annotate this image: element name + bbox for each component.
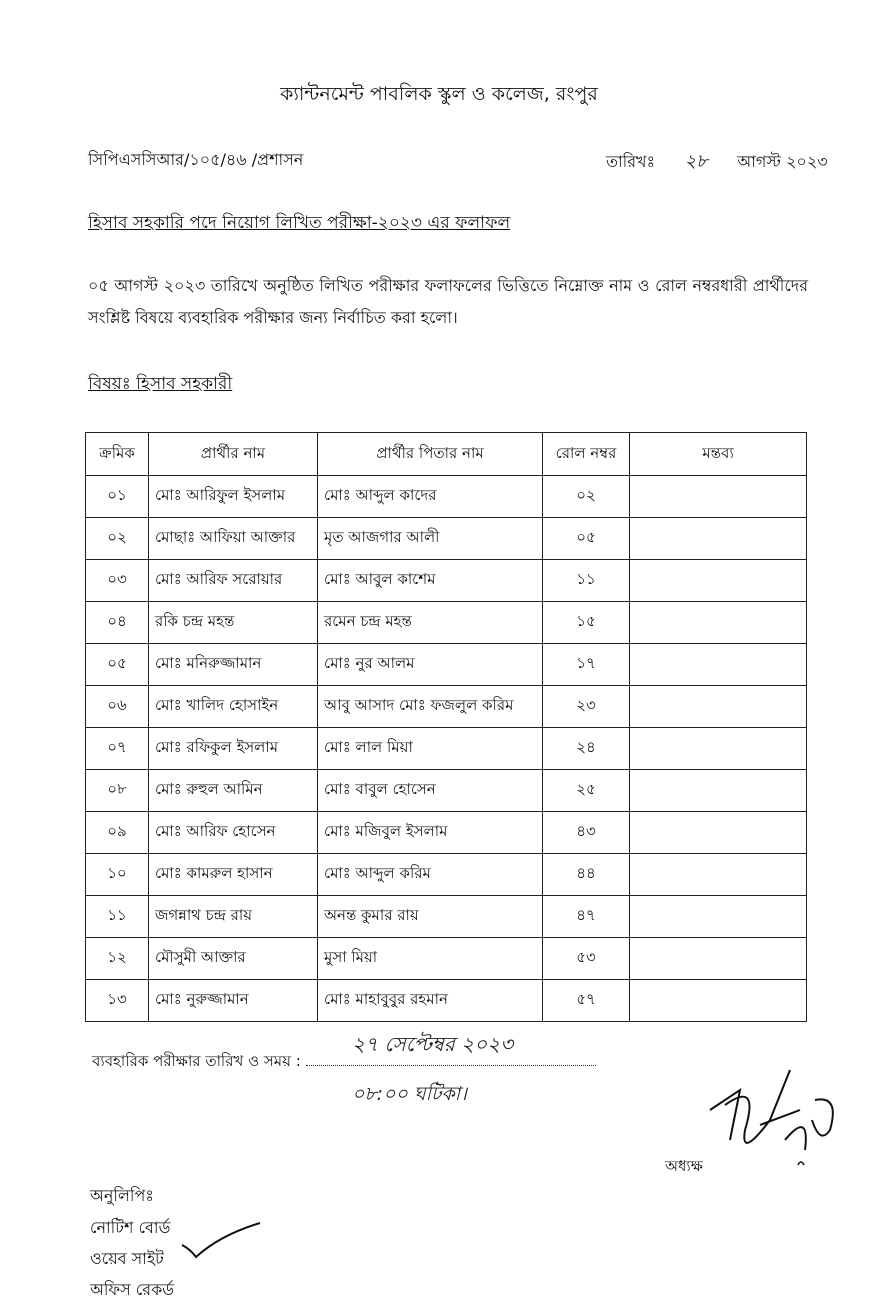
date-month-year: আগস্ট ২০২৩ (737, 152, 828, 171)
cell-serial: ০৩ (86, 560, 149, 602)
cell-roll: ১১ (543, 560, 630, 602)
cell-remarks (630, 518, 807, 560)
cell-name: মোঃ রফিকুল ইসলাম (149, 728, 318, 770)
cell-roll: ০২ (543, 476, 630, 518)
cell-roll: ৫৭ (543, 980, 630, 1022)
cc-item-notice-board: নোটিশ বোর্ড (90, 1218, 171, 1237)
table-row (86, 854, 807, 896)
issue-date (606, 147, 828, 178)
cell-serial: ১১ (86, 896, 149, 938)
cell-father: মৃত আজগার আলী (318, 518, 543, 560)
table-row (86, 812, 807, 854)
cell-remarks (630, 896, 807, 938)
practical-date-handwritten: ২৭ সেপ্টেম্বর ২০২৩ (352, 1032, 514, 1056)
subject-label: বিষয়ঃ হিসাব সহকারী (88, 374, 233, 394)
cell-name: মোঃ রুহুল আমিন (149, 770, 318, 812)
cell-father: অনন্ত কুমার রায় (318, 896, 543, 938)
table-row (86, 770, 807, 812)
cell-father: মোঃ মাহাবুবুর রহমান (318, 980, 543, 1022)
table-row (86, 938, 807, 980)
cell-name: মোঃ আরিফ হোসেন (149, 812, 318, 854)
cell-remarks (630, 644, 807, 686)
table-row (86, 644, 807, 686)
intro-paragraph: ০৫ আগস্ট ২০২৩ তারিখে অনুষ্ঠিত লিখিত পরীক্ষার ফলাফলের ভিত্তিতে নিম্নোক্ত নাম ও রোল নম্বরধারী প্রার্থীদের সংশ্লিষ্ট বিষয়ে ব্যবহারিক পরীক্ষার জন্য নির্বাচিত করা হলো। (88, 276, 808, 327)
cell-roll: ১৫ (543, 602, 630, 644)
cell-remarks (630, 602, 807, 644)
cell-name: মোঃ খালিদ হোসাইন (149, 686, 318, 728)
practical-exam-line (92, 1050, 596, 1075)
date-day: ২৮ (684, 151, 708, 172)
cell-serial: ০৯ (86, 812, 149, 854)
cell-remarks (630, 770, 807, 812)
cell-name: মোঃ আরিফ সরোয়ার (149, 560, 318, 602)
table-row (86, 560, 807, 602)
cell-name: মৌসুমী আক্তার (149, 938, 318, 980)
memo-number: সিপিএসসিআর/১০৫/৪৬ /প্রশাসন (88, 150, 304, 169)
cell-serial: ০৪ (86, 602, 149, 644)
cc-title: অনুলিপিঃ (90, 1186, 154, 1205)
cell-roll: ৪৪ (543, 854, 630, 896)
table-row (86, 686, 807, 728)
cell-name: জগন্নাথ চন্দ্র রায় (149, 896, 318, 938)
table-row (86, 896, 807, 938)
cell-remarks (630, 980, 807, 1022)
table-row (86, 476, 807, 518)
cell-roll: ২৪ (543, 728, 630, 770)
cell-name: মোঃ আরিফুল ইসলাম (149, 476, 318, 518)
cell-roll: ২৫ (543, 770, 630, 812)
cell-remarks (630, 728, 807, 770)
cell-serial: ০৬ (86, 686, 149, 728)
cell-remarks (630, 812, 807, 854)
date-label: তারিখঃ (606, 152, 656, 171)
cell-roll: ১৭ (543, 644, 630, 686)
cell-father: রমেন চন্দ্র মহন্ত (318, 602, 543, 644)
cell-name: মোছাঃ আফিয়া আক্তার (149, 518, 318, 560)
practical-dotted-line (306, 1065, 596, 1066)
cc-item-website: ওয়েব সাইট (90, 1249, 164, 1268)
header-father: প্রার্থীর পিতার নাম (318, 433, 543, 476)
cell-roll: ০৫ (543, 518, 630, 560)
cell-father: মোঃ বাবুল হোসেন (318, 770, 543, 812)
results-table (85, 432, 807, 1022)
cell-father: মোঃ নুর আলম (318, 644, 543, 686)
cell-father: আবু আসাদ মোঃ ফজলুল করিম (318, 686, 543, 728)
cell-father: মোঃ লাল মিয়া (318, 728, 543, 770)
cell-roll: ৪৭ (543, 896, 630, 938)
header-serial: ক্রমিক (86, 433, 149, 476)
table-row (86, 980, 807, 1022)
table-header-row (86, 433, 807, 476)
cell-father: মোঃ মজিবুল ইসলাম (318, 812, 543, 854)
cell-roll: ২৩ (543, 686, 630, 728)
institution-name: ক্যান্টনমেন্ট পাবলিক স্কুল ও কলেজ, রংপুর (280, 83, 598, 105)
subject-heading: হিসাব সহকারি পদে নিয়োগ লিখিত পরীক্ষা-২০২৩ এর ফলাফল (88, 213, 511, 233)
cell-serial: ০৫ (86, 644, 149, 686)
cell-remarks (630, 854, 807, 896)
tick-mark-icon (180, 1215, 270, 1265)
cell-serial: ১২ (86, 938, 149, 980)
practical-time-handwritten: ০৮:০০ ঘটিকা। (352, 1083, 467, 1105)
cell-father: মুসা মিয়া (318, 938, 543, 980)
header-name: প্রার্থীর নাম (149, 433, 318, 476)
cell-father: মোঃ আব্দুল কাদের (318, 476, 543, 518)
principal-label: অধ্যক্ষ (665, 1157, 703, 1175)
header-remarks: মন্তব্য (630, 433, 807, 476)
cell-serial: ১০ (86, 854, 149, 896)
header-roll: রোল নম্বর (543, 433, 630, 476)
cell-serial: ০৮ (86, 770, 149, 812)
cell-remarks (630, 938, 807, 980)
cell-remarks (630, 560, 807, 602)
cell-roll: ৫৩ (543, 938, 630, 980)
cell-father: মোঃ আবুল কাশেম (318, 560, 543, 602)
cell-serial: ০১ (86, 476, 149, 518)
cell-name: মোঃ নুরুজ্জামান (149, 980, 318, 1022)
cell-serial: ১৩ (86, 980, 149, 1022)
cell-name: মোঃ মনিরুজ্জামান (149, 644, 318, 686)
cell-roll: ৪৩ (543, 812, 630, 854)
table-row (86, 518, 807, 560)
principal-signature (700, 1050, 850, 1170)
cell-remarks (630, 476, 807, 518)
practical-label: ব্যবহারিক পরীক্ষার তারিখ ও সময় : (92, 1052, 301, 1070)
cell-serial: ০২ (86, 518, 149, 560)
cc-item-office-record: অফিস রেকর্ড (90, 1280, 175, 1299)
cell-father: মোঃ আব্দুল করিম (318, 854, 543, 896)
table-row (86, 728, 807, 770)
table-row (86, 602, 807, 644)
cell-serial: ০৭ (86, 728, 149, 770)
cell-name: রকি চন্দ্র মহন্ত (149, 602, 318, 644)
cell-remarks (630, 686, 807, 728)
cell-name: মোঃ কামরুল হাসান (149, 854, 318, 896)
